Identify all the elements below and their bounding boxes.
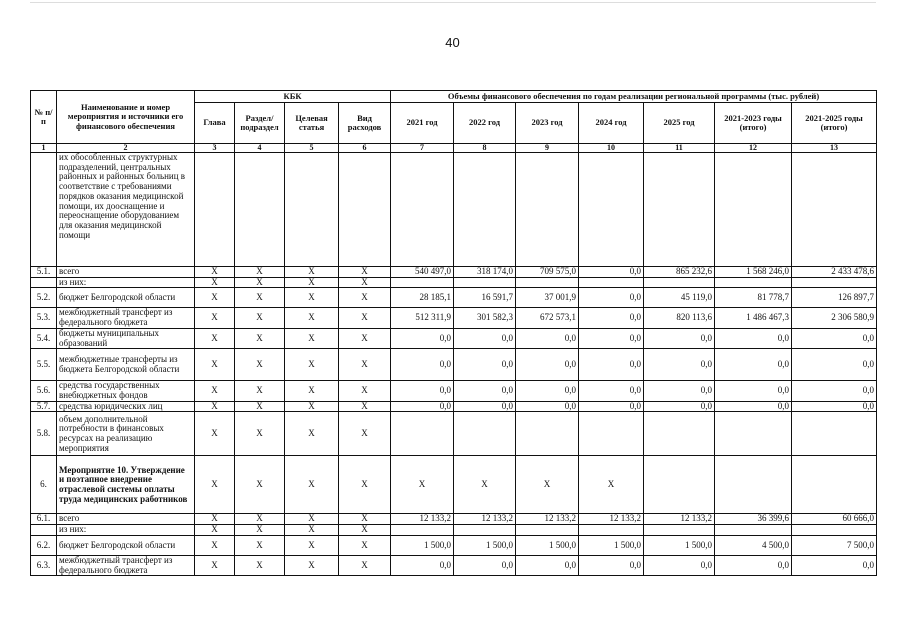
amount-cell: 81 778,7 <box>715 288 792 308</box>
column-number: 4 <box>235 144 285 153</box>
row-name-cell: средства юридических лиц <box>57 401 195 412</box>
kbk-cell: X <box>195 535 235 555</box>
kbk-cell: X <box>195 277 235 288</box>
amount-cell <box>644 525 715 536</box>
kbk-cell: X <box>285 514 339 525</box>
kbk-cell: X <box>339 456 391 514</box>
kbk-cell: X <box>195 412 235 456</box>
kbk-cell: X <box>235 514 285 525</box>
amount-cell: 0,0 <box>579 328 644 348</box>
kbk-cell: X <box>235 328 285 348</box>
amount-cell <box>644 153 715 267</box>
amount-cell: 12 133,2 <box>516 514 579 525</box>
header-volumes: Объемы финансового обеспечения по годам реализации региональной программы (тыс. рублей) <box>391 91 877 103</box>
amount-cell: 0,0 <box>579 288 644 308</box>
column-number: 1 <box>31 144 57 153</box>
kbk-cell: X <box>339 288 391 308</box>
row-name-cell: межбюджетный трансферт из федерального бюджета <box>57 555 195 575</box>
amount-cell: 0,0 <box>516 349 579 381</box>
kbk-cell: X <box>339 267 391 278</box>
kbk-cell: X <box>195 308 235 328</box>
header-2021-2023: 2021-2023 годы (итого) <box>715 103 792 144</box>
amount-cell <box>391 525 454 536</box>
amount-cell: 0,0 <box>579 267 644 278</box>
amount-cell: X <box>516 456 579 514</box>
row-number-cell <box>31 525 57 536</box>
row-number-cell: 5.3. <box>31 308 57 328</box>
amount-cell: 0,0 <box>579 349 644 381</box>
header-vid: Вид расходов <box>339 103 391 144</box>
row-number-cell: 5.2. <box>31 288 57 308</box>
amount-cell <box>516 153 579 267</box>
row-number-cell <box>31 277 57 288</box>
kbk-cell: X <box>285 349 339 381</box>
kbk-cell: X <box>195 514 235 525</box>
kbk-cell: X <box>195 555 235 575</box>
amount-cell <box>644 277 715 288</box>
amount-cell <box>792 412 877 456</box>
amount-cell <box>579 412 644 456</box>
kbk-cell: X <box>339 535 391 555</box>
kbk-cell: X <box>285 288 339 308</box>
kbk-cell: X <box>195 328 235 348</box>
kbk-cell: X <box>195 525 235 536</box>
amount-cell: 2 306 580,9 <box>792 308 877 328</box>
amount-cell <box>579 153 644 267</box>
row-number-cell: 6.2. <box>31 535 57 555</box>
amount-cell: 0,0 <box>516 555 579 575</box>
kbk-cell: X <box>235 381 285 401</box>
kbk-cell: X <box>235 535 285 555</box>
row-name-cell: всего <box>57 514 195 525</box>
table-row <box>31 555 877 575</box>
row-name-cell: Мероприятие 10. Утверждение и поэтапное внедрение отраслевой системы оплаты труда медицинских работников <box>57 456 195 514</box>
table-row <box>31 514 877 525</box>
kbk-cell <box>235 153 285 267</box>
amount-cell: 16 591,7 <box>454 288 516 308</box>
amount-cell: 1 500,0 <box>579 535 644 555</box>
row-name-cell: межбюджетный трансферт из федерального бюджета <box>57 308 195 328</box>
amount-cell: 318 174,0 <box>454 267 516 278</box>
kbk-cell: X <box>195 267 235 278</box>
kbk-cell <box>285 153 339 267</box>
kbk-cell: X <box>339 525 391 536</box>
amount-cell <box>715 456 792 514</box>
amount-cell: 0,0 <box>644 555 715 575</box>
kbk-cell <box>339 153 391 267</box>
amount-cell: 0,0 <box>454 401 516 412</box>
row-name-cell: бюджеты муниципальных образований <box>57 328 195 348</box>
amount-cell <box>792 277 877 288</box>
amount-cell <box>391 153 454 267</box>
kbk-cell: X <box>285 328 339 348</box>
amount-cell <box>516 412 579 456</box>
column-number: 9 <box>516 144 579 153</box>
amount-cell: 0,0 <box>644 349 715 381</box>
amount-cell: 1 500,0 <box>516 535 579 555</box>
amount-cell: 0,0 <box>579 401 644 412</box>
table-row <box>31 412 877 456</box>
budget-table <box>30 90 877 576</box>
amount-cell: 0,0 <box>454 555 516 575</box>
table-row <box>31 277 877 288</box>
header-glava: Глава <box>195 103 235 144</box>
kbk-cell: X <box>235 277 285 288</box>
amount-cell: 512 311,9 <box>391 308 454 328</box>
amount-cell: 0,0 <box>792 328 877 348</box>
kbk-cell <box>195 153 235 267</box>
amount-cell: 0,0 <box>715 555 792 575</box>
header-no: № п/п <box>31 91 57 144</box>
amount-cell: 1 486 467,3 <box>715 308 792 328</box>
amount-cell: 540 497,0 <box>391 267 454 278</box>
amount-cell: 0,0 <box>391 328 454 348</box>
kbk-cell: X <box>195 456 235 514</box>
kbk-cell: X <box>235 267 285 278</box>
column-number: 8 <box>454 144 516 153</box>
row-number-cell: 6. <box>31 456 57 514</box>
amount-cell: 0,0 <box>454 381 516 401</box>
amount-cell: 0,0 <box>516 381 579 401</box>
row-number-cell: 5.4. <box>31 328 57 348</box>
amount-cell: 0,0 <box>391 381 454 401</box>
amount-cell <box>715 153 792 267</box>
amount-cell <box>391 412 454 456</box>
kbk-cell: X <box>235 401 285 412</box>
row-number-cell: 6.3. <box>31 555 57 575</box>
amount-cell: 1 500,0 <box>391 535 454 555</box>
kbk-cell: X <box>339 277 391 288</box>
amount-cell: 820 113,6 <box>644 308 715 328</box>
kbk-cell: X <box>339 514 391 525</box>
amount-cell: X <box>454 456 516 514</box>
amount-cell: 301 582,3 <box>454 308 516 328</box>
kbk-cell: X <box>195 401 235 412</box>
amount-cell <box>792 525 877 536</box>
kbk-cell: X <box>235 349 285 381</box>
amount-cell: 36 399,6 <box>715 514 792 525</box>
column-number: 2 <box>57 144 195 153</box>
kbk-cell: X <box>285 535 339 555</box>
amount-cell: 2 433 478,6 <box>792 267 877 278</box>
amount-cell: 0,0 <box>579 555 644 575</box>
amount-cell: 0,0 <box>391 401 454 412</box>
amount-cell: 37 001,9 <box>516 288 579 308</box>
amount-cell: 0,0 <box>792 555 877 575</box>
amount-cell: 0,0 <box>391 349 454 381</box>
column-number: 12 <box>715 144 792 153</box>
amount-cell <box>516 525 579 536</box>
kbk-cell: X <box>285 456 339 514</box>
amount-cell <box>792 456 877 514</box>
amount-cell: 0,0 <box>792 401 877 412</box>
amount-cell: 45 119,0 <box>644 288 715 308</box>
table-row <box>31 288 877 308</box>
header-2022: 2022 год <box>454 103 516 144</box>
amount-cell: 0,0 <box>715 401 792 412</box>
amount-cell <box>579 277 644 288</box>
amount-cell: 4 500,0 <box>715 535 792 555</box>
kbk-cell: X <box>285 267 339 278</box>
amount-cell: 0,0 <box>792 349 877 381</box>
column-number: 6 <box>339 144 391 153</box>
amount-cell: 0,0 <box>516 328 579 348</box>
header-statya: Целевая статья <box>285 103 339 144</box>
header-name: Наименование и номер мероприятия и источники его финансового обеспечения <box>57 91 195 144</box>
header-2024: 2024 год <box>579 103 644 144</box>
header-2025: 2025 год <box>644 103 715 144</box>
kbk-cell: X <box>235 555 285 575</box>
table-row <box>31 381 877 401</box>
amount-cell <box>454 412 516 456</box>
amount-cell: 0,0 <box>644 401 715 412</box>
amount-cell: 0,0 <box>391 555 454 575</box>
row-number-cell <box>31 153 57 267</box>
amount-cell: 0,0 <box>715 328 792 348</box>
amount-cell: 1 568 246,0 <box>715 267 792 278</box>
amount-cell: 0,0 <box>792 381 877 401</box>
table-body <box>31 153 877 576</box>
amount-cell <box>715 277 792 288</box>
column-number: 3 <box>195 144 235 153</box>
table-row <box>31 328 877 348</box>
kbk-cell: X <box>339 381 391 401</box>
kbk-cell: X <box>339 308 391 328</box>
row-name-cell: межбюджетные трансферты из бюджета Белгородской области <box>57 349 195 381</box>
amount-cell: 0,0 <box>454 349 516 381</box>
row-number-cell: 5.8. <box>31 412 57 456</box>
amount-cell: 0,0 <box>644 381 715 401</box>
amount-cell: 0,0 <box>715 381 792 401</box>
amount-cell: 0,0 <box>644 328 715 348</box>
amount-cell <box>792 153 877 267</box>
table-row <box>31 456 877 514</box>
amount-cell <box>391 277 454 288</box>
amount-cell: 12 133,2 <box>454 514 516 525</box>
kbk-cell: X <box>235 456 285 514</box>
row-number-cell: 6.1. <box>31 514 57 525</box>
row-number-cell: 5.7. <box>31 401 57 412</box>
row-name-cell: бюджет Белгородской области <box>57 535 195 555</box>
kbk-cell: X <box>235 525 285 536</box>
header-number-row <box>31 144 877 153</box>
table-row <box>31 349 877 381</box>
row-name-cell: их обособленных структурных подразделений, центральных районных и районных больниц в соответствие с требованиями порядков оказания медицинской помощи, их дооснащение и переоснащение оборудованием для оказания медицинской помощи <box>57 153 195 267</box>
amount-cell <box>644 412 715 456</box>
table-row <box>31 153 877 267</box>
page-number: 40 <box>445 35 460 50</box>
kbk-cell: X <box>285 401 339 412</box>
header-2023: 2023 год <box>516 103 579 144</box>
amount-cell: X <box>391 456 454 514</box>
amount-cell: 0,0 <box>579 381 644 401</box>
amount-cell <box>715 412 792 456</box>
amount-cell: 865 232,6 <box>644 267 715 278</box>
amount-cell: 0,0 <box>516 401 579 412</box>
header-razdel: Раздел/ подраздел <box>235 103 285 144</box>
amount-cell <box>454 277 516 288</box>
kbk-cell: X <box>339 555 391 575</box>
kbk-cell: X <box>285 277 339 288</box>
amount-cell <box>516 277 579 288</box>
kbk-cell: X <box>285 308 339 328</box>
amount-cell: 1 500,0 <box>454 535 516 555</box>
kbk-cell: X <box>285 412 339 456</box>
table-row <box>31 401 877 412</box>
amount-cell: 672 573,1 <box>516 308 579 328</box>
amount-cell: 60 666,0 <box>792 514 877 525</box>
header-2021: 2021 год <box>391 103 454 144</box>
row-name-cell: из них: <box>57 525 195 536</box>
column-number: 5 <box>285 144 339 153</box>
column-number: 13 <box>792 144 877 153</box>
kbk-cell: X <box>195 349 235 381</box>
row-number-cell: 5.5. <box>31 349 57 381</box>
amount-cell: 0,0 <box>715 349 792 381</box>
amount-cell <box>454 153 516 267</box>
kbk-cell: X <box>339 412 391 456</box>
row-name-cell: всего <box>57 267 195 278</box>
row-name-cell: бюджет Белгородской области <box>57 288 195 308</box>
header-2021-2025: 2021-2025 годы (итого) <box>792 103 877 144</box>
amount-cell <box>579 525 644 536</box>
row-name-cell: из них: <box>57 277 195 288</box>
kbk-cell: X <box>339 349 391 381</box>
amount-cell: 1 500,0 <box>644 535 715 555</box>
row-number-cell: 5.1. <box>31 267 57 278</box>
scan-edge-line <box>30 2 876 3</box>
amount-cell: 12 133,2 <box>644 514 715 525</box>
kbk-cell: X <box>339 401 391 412</box>
kbk-cell: X <box>195 381 235 401</box>
row-number-cell: 5.6. <box>31 381 57 401</box>
kbk-cell: X <box>195 288 235 308</box>
amount-cell: 709 575,0 <box>516 267 579 278</box>
kbk-cell: X <box>285 381 339 401</box>
table-row <box>31 525 877 536</box>
amount-cell: 28 185,1 <box>391 288 454 308</box>
row-name-cell: объем дополнительной потребности в финансовых ресурсах на реализацию мероприятия <box>57 412 195 456</box>
kbk-cell: X <box>285 525 339 536</box>
amount-cell: 7 500,0 <box>792 535 877 555</box>
kbk-cell: X <box>235 288 285 308</box>
amount-cell: 0,0 <box>579 308 644 328</box>
amount-cell: 12 133,2 <box>391 514 454 525</box>
table-row <box>31 535 877 555</box>
amount-cell: X <box>579 456 644 514</box>
table-row <box>31 308 877 328</box>
amount-cell <box>454 525 516 536</box>
kbk-cell: X <box>339 328 391 348</box>
amount-cell: 0,0 <box>454 328 516 348</box>
kbk-cell: X <box>285 555 339 575</box>
amount-cell <box>715 525 792 536</box>
column-number: 7 <box>391 144 454 153</box>
row-name-cell: средства государственных внебюджетных фондов <box>57 381 195 401</box>
amount-cell <box>644 456 715 514</box>
column-number: 11 <box>644 144 715 153</box>
kbk-cell: X <box>235 308 285 328</box>
amount-cell: 12 133,2 <box>579 514 644 525</box>
column-number: 10 <box>579 144 644 153</box>
kbk-cell: X <box>235 412 285 456</box>
header-kbk: КБК <box>195 91 391 103</box>
amount-cell: 126 897,7 <box>792 288 877 308</box>
table-row <box>31 267 877 278</box>
